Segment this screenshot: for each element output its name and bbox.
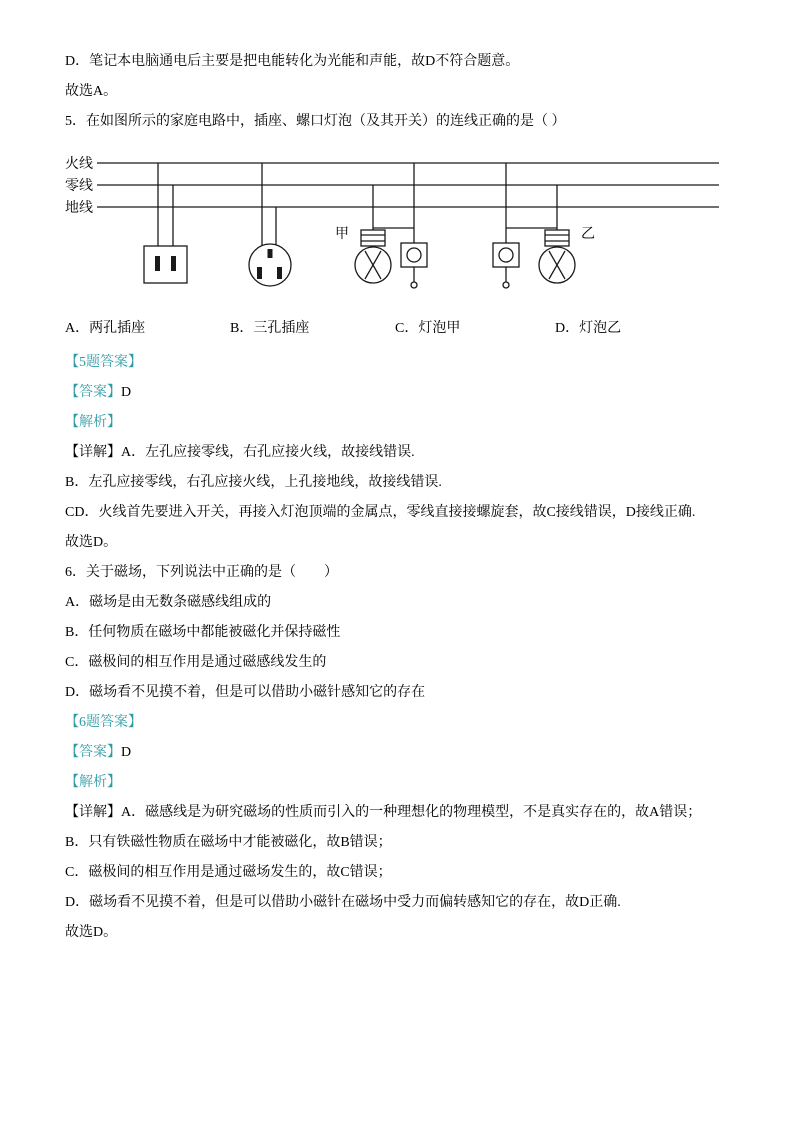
ground-wire-label: 地线 — [65, 201, 93, 216]
q5-answer-line — [65, 383, 730, 403]
q5-figure — [65, 146, 730, 301]
q5-option-c: C．灯泡甲 — [395, 321, 461, 336]
pull-switch-yi — [493, 163, 519, 288]
q5-option-a: A．两孔插座 — [65, 321, 146, 336]
circuit-diagram — [65, 146, 725, 296]
q6-option-c: C．磁极间的相互作用是通过磁感线发生的 — [65, 655, 327, 670]
three-hole-socket — [249, 163, 291, 286]
pull-switch-jia — [401, 163, 427, 288]
q5-option-b: B．三孔插座 — [230, 321, 310, 336]
neutral-wire-label: 零线 — [65, 179, 93, 194]
lamp-yi — [506, 185, 575, 283]
q6-answer-tag: 【6题答案】 — [65, 715, 142, 730]
q6-stem: 6．关于磁场，下列说法中正确的是（ ） — [65, 565, 338, 580]
q6-option-a: A．磁场是由无数条磁感线组成的 — [65, 595, 272, 610]
q6-detail-line: C．磁极间的相互作用是通过磁场发生的，故C错误； — [65, 865, 392, 880]
two-hole-socket — [144, 163, 187, 283]
q5-options — [65, 319, 730, 339]
q6-answer-label: 【答案】 — [65, 745, 121, 760]
q6-conclusion: 故选D。 — [65, 925, 118, 940]
q6-detail-line: D．磁场看不见摸不着，但是可以借助小磁针在磁场中受力而偏转感知它的存在，故D正确. — [65, 895, 621, 910]
q5-conclusion: 故选D。 — [65, 535, 118, 550]
q6-detail-line: B．只有铁磁性物质在磁场中才能被磁化，故B错误； — [65, 835, 392, 850]
lamp-jia-label: 甲 — [335, 227, 349, 242]
q5-option-d: D．灯泡乙 — [555, 321, 622, 336]
q6-detail-line: 【详解】A．磁感线是为研究磁场的性质而引入的一种理想化的物理模型，不是真实存在的，故A错误； — [65, 805, 702, 820]
prev-question-conclusion: 故选A。 — [65, 84, 118, 99]
q6-option-d: D．磁场看不见摸不着，但是可以借助小磁针感知它的存在 — [65, 685, 426, 700]
lamp-yi-label: 乙 — [581, 227, 595, 242]
q5-analysis-tag: 【解析】 — [65, 415, 121, 430]
q6-answer-value: D — [121, 745, 132, 760]
q6-analysis-tag: 【解析】 — [65, 775, 121, 790]
q5-answer-tag: 【5题答案】 — [65, 355, 142, 370]
q5-detail-line: B．左孔应接零线，右孔应接火线，上孔接地线，故接线错误. — [65, 475, 442, 490]
prev-question-option-d-analysis: D．笔记本电脑通电后主要是把电能转化为光能和声能，故D不符合题意。 — [65, 54, 520, 69]
q6-option-b: B．任何物质在磁场中都能被磁化并保持磁性 — [65, 625, 341, 640]
q5-detail-line: 【详解】A．左孔应接零线，右孔应接火线，故接线错误. — [65, 445, 415, 460]
live-wire-label: 火线 — [65, 157, 93, 172]
q5-detail-line: CD．火线首先要进入开关，再接入灯泡顶端的金属点，零线直接接螺旋套，故C接线错误，D接线正确. — [65, 505, 696, 520]
q5-answer-label: 【答案】 — [65, 385, 121, 400]
q6-answer-line — [65, 743, 730, 763]
q5-answer-value: D — [121, 385, 132, 400]
lamp-jia — [355, 185, 414, 283]
q5-stem: 5．在如图所示的家庭电路中，插座、螺口灯泡（及其开关）的连线正确的是（ ） — [65, 114, 566, 129]
